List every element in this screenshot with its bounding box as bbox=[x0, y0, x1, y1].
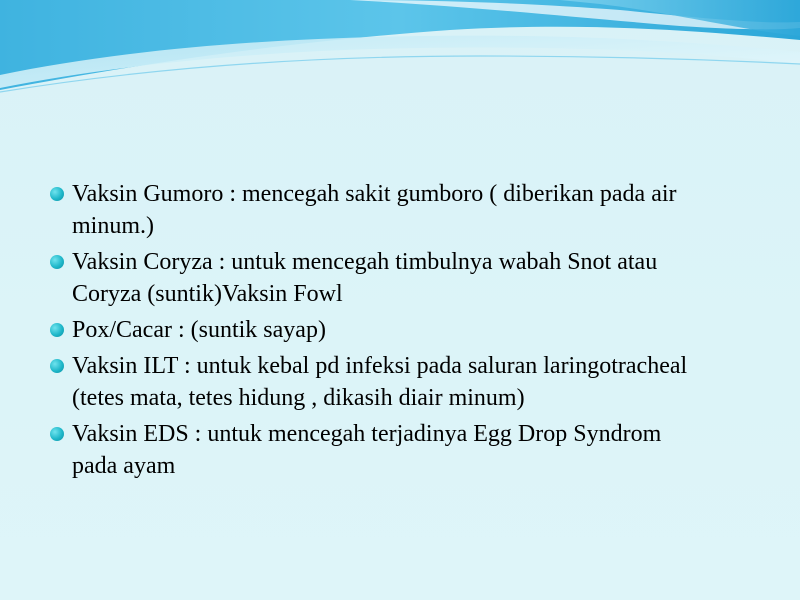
bullet-item bbox=[46, 350, 706, 414]
bullet-item bbox=[46, 178, 706, 242]
bullet-dot-icon bbox=[50, 359, 64, 373]
bullet-dot-icon bbox=[50, 255, 64, 269]
bullet-dot-icon bbox=[50, 187, 64, 201]
bullet-dot-icon bbox=[50, 427, 64, 441]
bullet-text: Vaksin EDS : untuk mencegah terjadinya Egg Drop Syndrom pada ayam bbox=[72, 421, 662, 479]
bullet-text: Vaksin Coryza : untuk mencegah timbulnya wabah Snot atau Coryza (suntik)Vaksin Fowl bbox=[72, 249, 658, 307]
bullet-list bbox=[46, 178, 706, 486]
bullet-text: Vaksin Gumoro : mencegah sakit gumboro ( diberikan pada air minum.) bbox=[72, 181, 677, 239]
bullet-text: Vaksin ILT : untuk kebal pd infeksi pada saluran laringotracheal (tetes mata, tetes hidung , dikasih diair minum) bbox=[72, 353, 688, 411]
bullet-item bbox=[46, 418, 706, 482]
bullet-text: Pox/Cacar : (suntik sayap) bbox=[72, 317, 326, 343]
bullet-item bbox=[46, 314, 706, 346]
bullet-dot-icon bbox=[50, 323, 64, 337]
header-wave-decoration bbox=[0, 0, 800, 100]
bullet-item bbox=[46, 246, 706, 310]
